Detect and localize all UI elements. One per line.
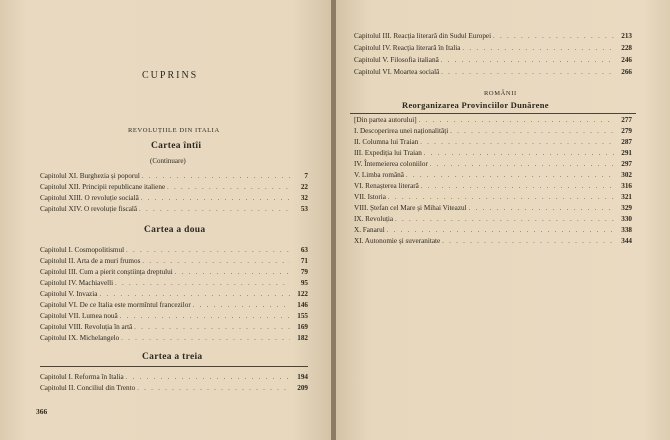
page-number: 366 <box>36 407 48 416</box>
right-page <box>336 0 670 440</box>
toc-entry: V. Limba română . . . 302 <box>354 171 632 179</box>
book1-subheading: (Continuare) <box>150 157 186 165</box>
section-heading: Reorganizarea Provinciilor Dunărene <box>402 100 549 110</box>
toc-entry: Capitolul XIV. O revoluție fiscală . . . 53 <box>40 205 308 213</box>
toc-entry: Capitolul II. Conciliul din Trento . . . 209 <box>40 384 308 392</box>
section-title: ROMÂNII <box>484 90 517 97</box>
contents-title: CUPRINS <box>142 70 199 81</box>
toc-entry: Capitolul II. Arta de a muri frumos . . . 71 <box>40 257 308 265</box>
divider <box>350 113 636 114</box>
toc-entry: Capitolul III. Reacția literară din Sudul Europei . . . 213 <box>354 32 632 40</box>
toc-entry: [Din partea autorului] . . . 277 <box>354 116 632 124</box>
book2-heading: Cartea a doua <box>144 225 206 235</box>
toc-entry: Capitolul IV. Machiavelli . . . 95 <box>40 279 308 287</box>
toc-entry: Capitolul IX. Michelangelo . . . 182 <box>40 334 308 342</box>
toc-entry: Capitolul I. Reforma în Italia . . . 194 <box>40 373 308 381</box>
toc-entry: Capitolul XII. Principii republicane italiene . . . 22 <box>40 183 308 191</box>
toc-entry: I. Descoperirea unei naționalități . . . 279 <box>354 127 632 135</box>
toc-entry: VIII. Ștefan cel Mare și Mihai Viteazul . . . 329 <box>354 204 632 212</box>
toc-entry: VII. Istoria . . . 321 <box>354 193 632 201</box>
toc-entry: Capitolul I. Cosmopolitismul . . . 63 <box>40 246 308 254</box>
toc-entry: Capitolul IV. Reacția literară în Italia . . . 228 <box>354 44 632 52</box>
toc-entry: Capitolul V. Invazia . . . 122 <box>40 290 308 298</box>
book3-heading: Cartea a treia <box>142 352 203 362</box>
section-title: REVOLUȚIILE DIN ITALIA <box>128 127 220 134</box>
toc-entry: Capitolul VI. Moartea socială . . . 266 <box>354 68 632 76</box>
left-page <box>0 0 333 440</box>
toc-entry: Capitolul VII. Lumea nouă . . . 155 <box>40 312 308 320</box>
toc-entry: Capitolul XI. Burghezia și poporul . . . 7 <box>40 172 308 180</box>
toc-entry: IX. Revoluția . . . 330 <box>354 215 632 223</box>
toc-entry: Capitolul VI. De ce Italia este mormîntul francezilor . . . 146 <box>40 301 308 309</box>
toc-entry: Capitolul XIII. O revoluție socială . . . 32 <box>40 194 308 202</box>
toc-entry: Capitolul VIII. Revoluția în artă . . . 169 <box>40 323 308 331</box>
toc-entry: VI. Renașterea literară . . . 316 <box>354 182 632 190</box>
toc-entry: II. Columna lui Traian . . . 287 <box>354 138 632 146</box>
toc-entry: XI. Autonomie și suveranitate . . . 344 <box>354 237 632 245</box>
toc-entry: IV. Întemeierea coloniilor . . . 297 <box>354 160 632 168</box>
toc-entry: Capitolul V. Filosofia italiană . . . 246 <box>354 56 632 64</box>
toc-entry: III. Expediția lui Traian . . . 291 <box>354 149 632 157</box>
toc-entry: Capitolul III. Cum a pierit conștiința dreptului . . . 79 <box>40 268 308 276</box>
divider <box>40 366 308 367</box>
toc-entry: X. Fanarul . . . 338 <box>354 226 632 234</box>
book1-heading: Cartea întîi <box>151 141 202 151</box>
